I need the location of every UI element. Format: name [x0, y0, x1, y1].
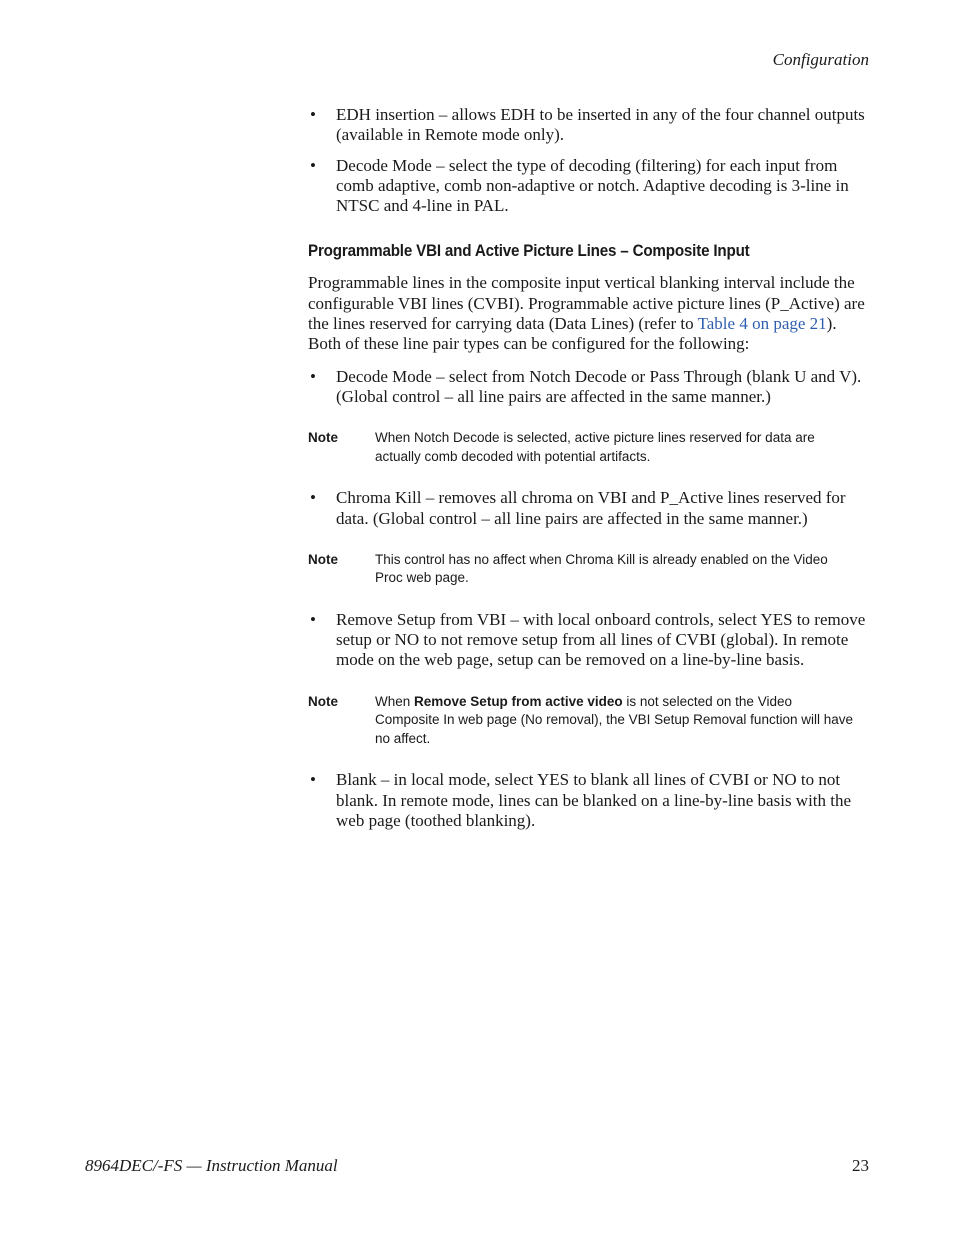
footer-page-number: 23 [852, 1156, 869, 1175]
intro-text-before: Programmable lines in the composite input vertical blanking interval include the configurable VBI lines (CVBI). Programmable active picture lines (P_Active) are the lines reserved for carrying data (Data Lines) (refer to [308, 273, 865, 334]
bullet-text: Decode Mode – select from Notch Decode or Pass Through (blank U and V). (Global control – all line pairs are affected in the same manner.) [336, 366, 862, 406]
note-text-after: is not selected on the Video Composite In web page (No removal), the VBI Setup Removal function will have no affect. [375, 693, 853, 746]
bullet-decode-mode-input [308, 156, 873, 217]
section-heading: Programmable VBI and Active Picture Lines – Composite Input [308, 242, 750, 261]
bullet-marker: • [310, 155, 316, 175]
bullet-text: Remove Setup from VBI – with local onboard controls, select YES to remove setup or NO to not remove setup from all lines of CVBI (global). In remote mode on the web page, setup can be removed on a line-by-line basis. [336, 609, 866, 670]
note-remove-setup [308, 693, 873, 749]
note-chroma-kill [308, 551, 873, 588]
table-4-link[interactable]: Table 4 on page 21 [697, 314, 827, 334]
note-notch-decode [308, 429, 873, 466]
bullet-text: Blank – in local mode, select YES to blank all lines of CVBI or NO to not blank. In remote mode, lines can be blanked on a line-by-line basis with the web page (toothed blanking). [336, 770, 852, 830]
note-text-before: When [375, 693, 415, 709]
bullet-decode-mode-vbi [308, 367, 873, 408]
intro-paragraph [308, 273, 873, 354]
note-text: When Notch Decode is selected, active picture lines reserved for data are actually comb decoded with potential artifacts. [375, 430, 815, 464]
footer-manual-title: 8964DEC/-FS — Instruction Manual [85, 1156, 338, 1175]
bullet-text: EDH insertion – allows EDH to be inserted in any of the four channel outputs (available in Remote mode only). [336, 105, 865, 145]
note-label: Note [308, 693, 338, 709]
bullet-marker: • [310, 609, 316, 629]
note-text: This control has no affect when Chroma Kill is already enabled on the Video Proc web page. [375, 551, 828, 586]
bullet-remove-setup [308, 610, 873, 671]
bullet-text: Chroma Kill – removes all chroma on VBI and P_Active lines reserved for data. (Global control – all line pairs are affected in the same manner.) [336, 488, 846, 528]
bullet-marker: • [310, 105, 316, 124]
bullet-blank [308, 770, 873, 831]
bullet-chroma-kill [308, 488, 873, 529]
running-header: Configuration [772, 50, 869, 69]
bullet-marker: • [310, 366, 316, 386]
bullet-marker: • [310, 488, 316, 508]
bullet-text: Decode Mode – select the type of decoding (filtering) for each input from comb adaptive, comb non-adaptive or notch. Adaptive decoding is 3-line in NTSC and 4-line in PAL. [336, 155, 849, 216]
note-label: Note [308, 430, 338, 446]
note-label: Note [308, 551, 338, 567]
note-text [375, 693, 855, 749]
bullet-edh-insertion [308, 105, 873, 146]
bullet-marker: • [310, 770, 316, 790]
intro-text-after: ). Both of these line pair types can be configured for the following: [308, 314, 837, 354]
page-content [308, 105, 873, 841]
note-emphasis: Remove Setup from active video [414, 693, 623, 709]
